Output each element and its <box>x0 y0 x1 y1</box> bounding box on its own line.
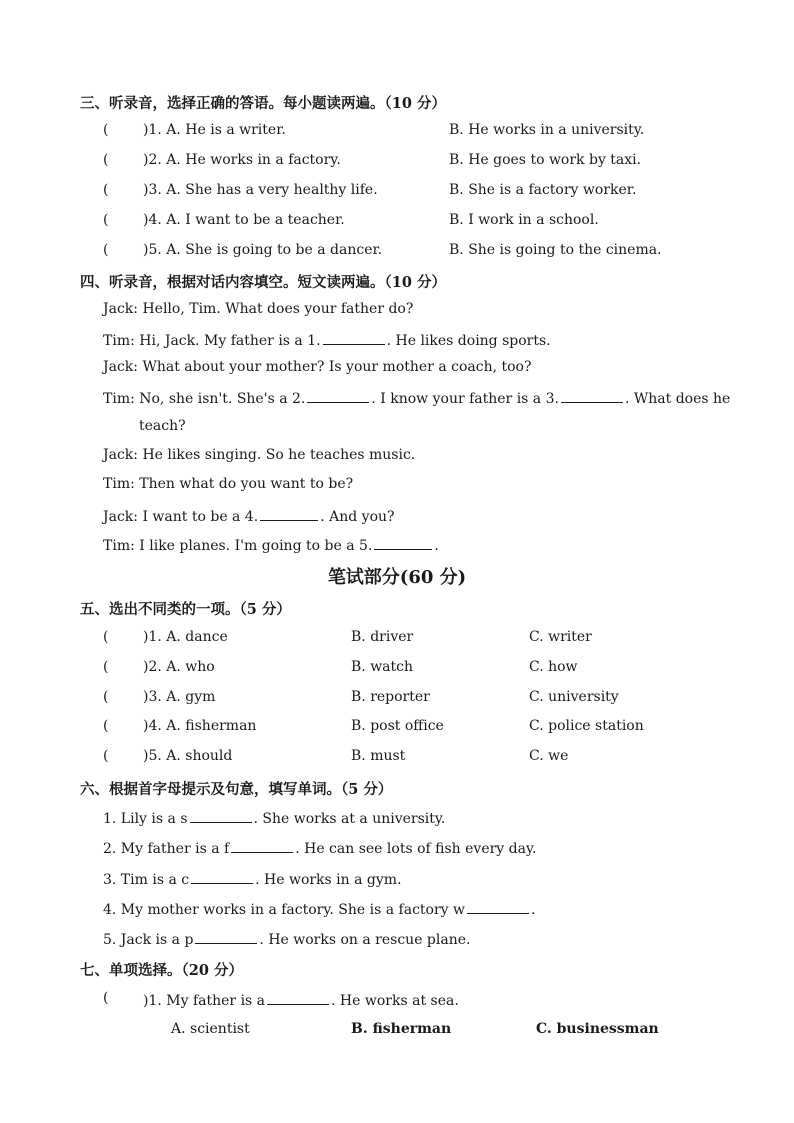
dialogue-text: . What does he <box>624 391 731 407</box>
s6-blank-3[interactable] <box>191 869 253 884</box>
s3-item-5-a: )5. A. She is going to be a dancer. <box>143 242 383 258</box>
s5-item-4-c: C. police station <box>529 718 644 734</box>
answer-paren[interactable]: ( <box>103 122 109 138</box>
s7-option-b[interactable]: B. fisherman <box>351 1021 452 1037</box>
s5-item-1-a: )1. A. dance <box>143 629 228 645</box>
s5-item-5-a: )5. A. should <box>143 748 233 764</box>
section4-heading: 四、听录音，根据对话内容填空。短文读两遍。（10 分） <box>80 274 446 291</box>
s3-item-1-a: )1. A. He is a writer. <box>143 122 286 138</box>
s7-item-1-stem <box>143 990 459 1009</box>
written-part-title: 笔试部分(60 分) <box>327 567 467 588</box>
blank-3[interactable] <box>561 388 623 403</box>
s6-text: 2. My father is a f <box>103 841 230 857</box>
blank-2[interactable] <box>307 388 369 403</box>
s6-text: . He works on a rescue plane. <box>259 932 471 948</box>
s5-item-5-c: C. we <box>529 748 569 764</box>
s5-item-3-a: )3. A. gym <box>143 689 216 705</box>
s5-item-2-c: C. how <box>529 659 578 675</box>
s6-item-1 <box>103 808 445 827</box>
blank-4[interactable] <box>260 506 318 521</box>
section6-heading: 六、根据首字母提示及句意，填写单词。（5 分） <box>80 781 393 798</box>
s6-blank-2[interactable] <box>231 838 293 853</box>
dialogue-text: Tim: I like planes. I'm going to be a 5. <box>103 538 373 554</box>
s3-item-4-a: )4. A. I want to be a teacher. <box>143 212 345 228</box>
s6-text: . He works in a gym. <box>255 872 402 888</box>
s6-text: 5. Jack is a p <box>103 932 194 948</box>
dialogue-line-6: Tim: Then what do you want to be? <box>103 476 354 492</box>
blank-5[interactable] <box>374 535 432 550</box>
s6-text: 1. Lily is a s <box>103 811 188 827</box>
answer-paren[interactable]: ( <box>103 182 109 198</box>
dialogue-line-1: Jack: Hello, Tim. What does your father do? <box>103 301 414 317</box>
dialogue-line-2 <box>103 330 551 349</box>
answer-paren[interactable]: ( <box>103 212 109 228</box>
answer-paren[interactable]: ( <box>103 990 109 1006</box>
s6-text: 4. My mother works in a factory. She is a factory w <box>103 902 466 918</box>
answer-paren[interactable]: ( <box>103 748 109 764</box>
s6-blank-4[interactable] <box>467 899 529 914</box>
s7-text: . He works at sea. <box>331 993 459 1009</box>
dialogue-line-8 <box>103 535 439 554</box>
dialogue-line-4-cont: teach? <box>139 418 186 434</box>
s6-text: . <box>531 902 536 918</box>
s5-item-4-b: B. post office <box>351 718 444 734</box>
s3-item-4-b: B. I work in a school. <box>449 212 599 228</box>
dialogue-text: Tim: No, she isn't. She's a 2. <box>103 391 306 407</box>
s6-item-3 <box>103 869 402 888</box>
s7-option-c[interactable]: C. businessman <box>536 1021 659 1037</box>
answer-paren[interactable]: ( <box>103 242 109 258</box>
section3-heading: 三、听录音，选择正确的答语。每小题读两遍。（10 分） <box>80 95 446 112</box>
s7-blank-1[interactable] <box>267 990 329 1005</box>
dialogue-text: Tim: Hi, Jack. My father is a 1. <box>103 333 321 349</box>
dialogue-line-3: Jack: What about your mother? Is your mother a coach, too? <box>103 359 532 375</box>
dialogue-text: Jack: I want to be a 4. <box>103 509 259 525</box>
s3-item-3-b: B. She is a factory worker. <box>449 182 637 198</box>
s3-item-3-a: )3. A. She has a very healthy life. <box>143 182 378 198</box>
section7-heading: 七、单项选择。（20 分） <box>80 962 243 979</box>
blank-1[interactable] <box>323 330 385 345</box>
s6-text: . He can see lots of fish every day. <box>295 841 537 857</box>
dialogue-line-4 <box>103 388 730 407</box>
s7-option-a[interactable]: A. scientist <box>171 1021 250 1037</box>
s5-item-1-b: B. driver <box>351 629 414 645</box>
s6-item-4 <box>103 899 535 918</box>
s3-item-2-b: B. He goes to work by taxi. <box>449 152 642 168</box>
dialogue-line-7 <box>103 506 395 525</box>
answer-paren[interactable]: ( <box>103 629 109 645</box>
answer-paren[interactable]: ( <box>103 718 109 734</box>
s6-item-5 <box>103 929 470 948</box>
section5-heading: 五、选出不同类的一项。（5 分） <box>80 601 291 618</box>
dialogue-line-5: Jack: He likes singing. So he teaches music. <box>103 447 416 463</box>
answer-paren[interactable]: ( <box>103 689 109 705</box>
s3-item-1-b: B. He works in a university. <box>449 122 645 138</box>
s5-item-2-b: B. watch <box>351 659 414 675</box>
s5-item-1-c: C. writer <box>529 629 592 645</box>
s3-item-5-b: B. She is going to the cinema. <box>449 242 662 258</box>
s6-blank-5[interactable] <box>195 929 257 944</box>
dialogue-text: . <box>434 538 439 554</box>
s3-item-2-a: )2. A. He works in a factory. <box>143 152 341 168</box>
dialogue-text: . And you? <box>320 509 395 525</box>
s6-item-2 <box>103 838 536 857</box>
answer-paren[interactable]: ( <box>103 152 109 168</box>
s6-text: . She works at a university. <box>253 811 446 827</box>
s6-text: 3. Tim is a c <box>103 872 190 888</box>
s5-item-3-c: C. university <box>529 689 619 705</box>
s7-text: )1. My father is a <box>143 993 266 1009</box>
answer-paren[interactable]: ( <box>103 659 109 675</box>
s5-item-2-a: )2. A. who <box>143 659 215 675</box>
dialogue-text: . He likes doing sports. <box>386 333 551 349</box>
s6-blank-1[interactable] <box>190 808 252 823</box>
s5-item-3-b: B. reporter <box>351 689 430 705</box>
s5-item-4-a: )4. A. fisherman <box>143 718 257 734</box>
dialogue-text: . I know your father is a 3. <box>371 391 559 407</box>
s5-item-5-b: B. must <box>351 748 406 764</box>
